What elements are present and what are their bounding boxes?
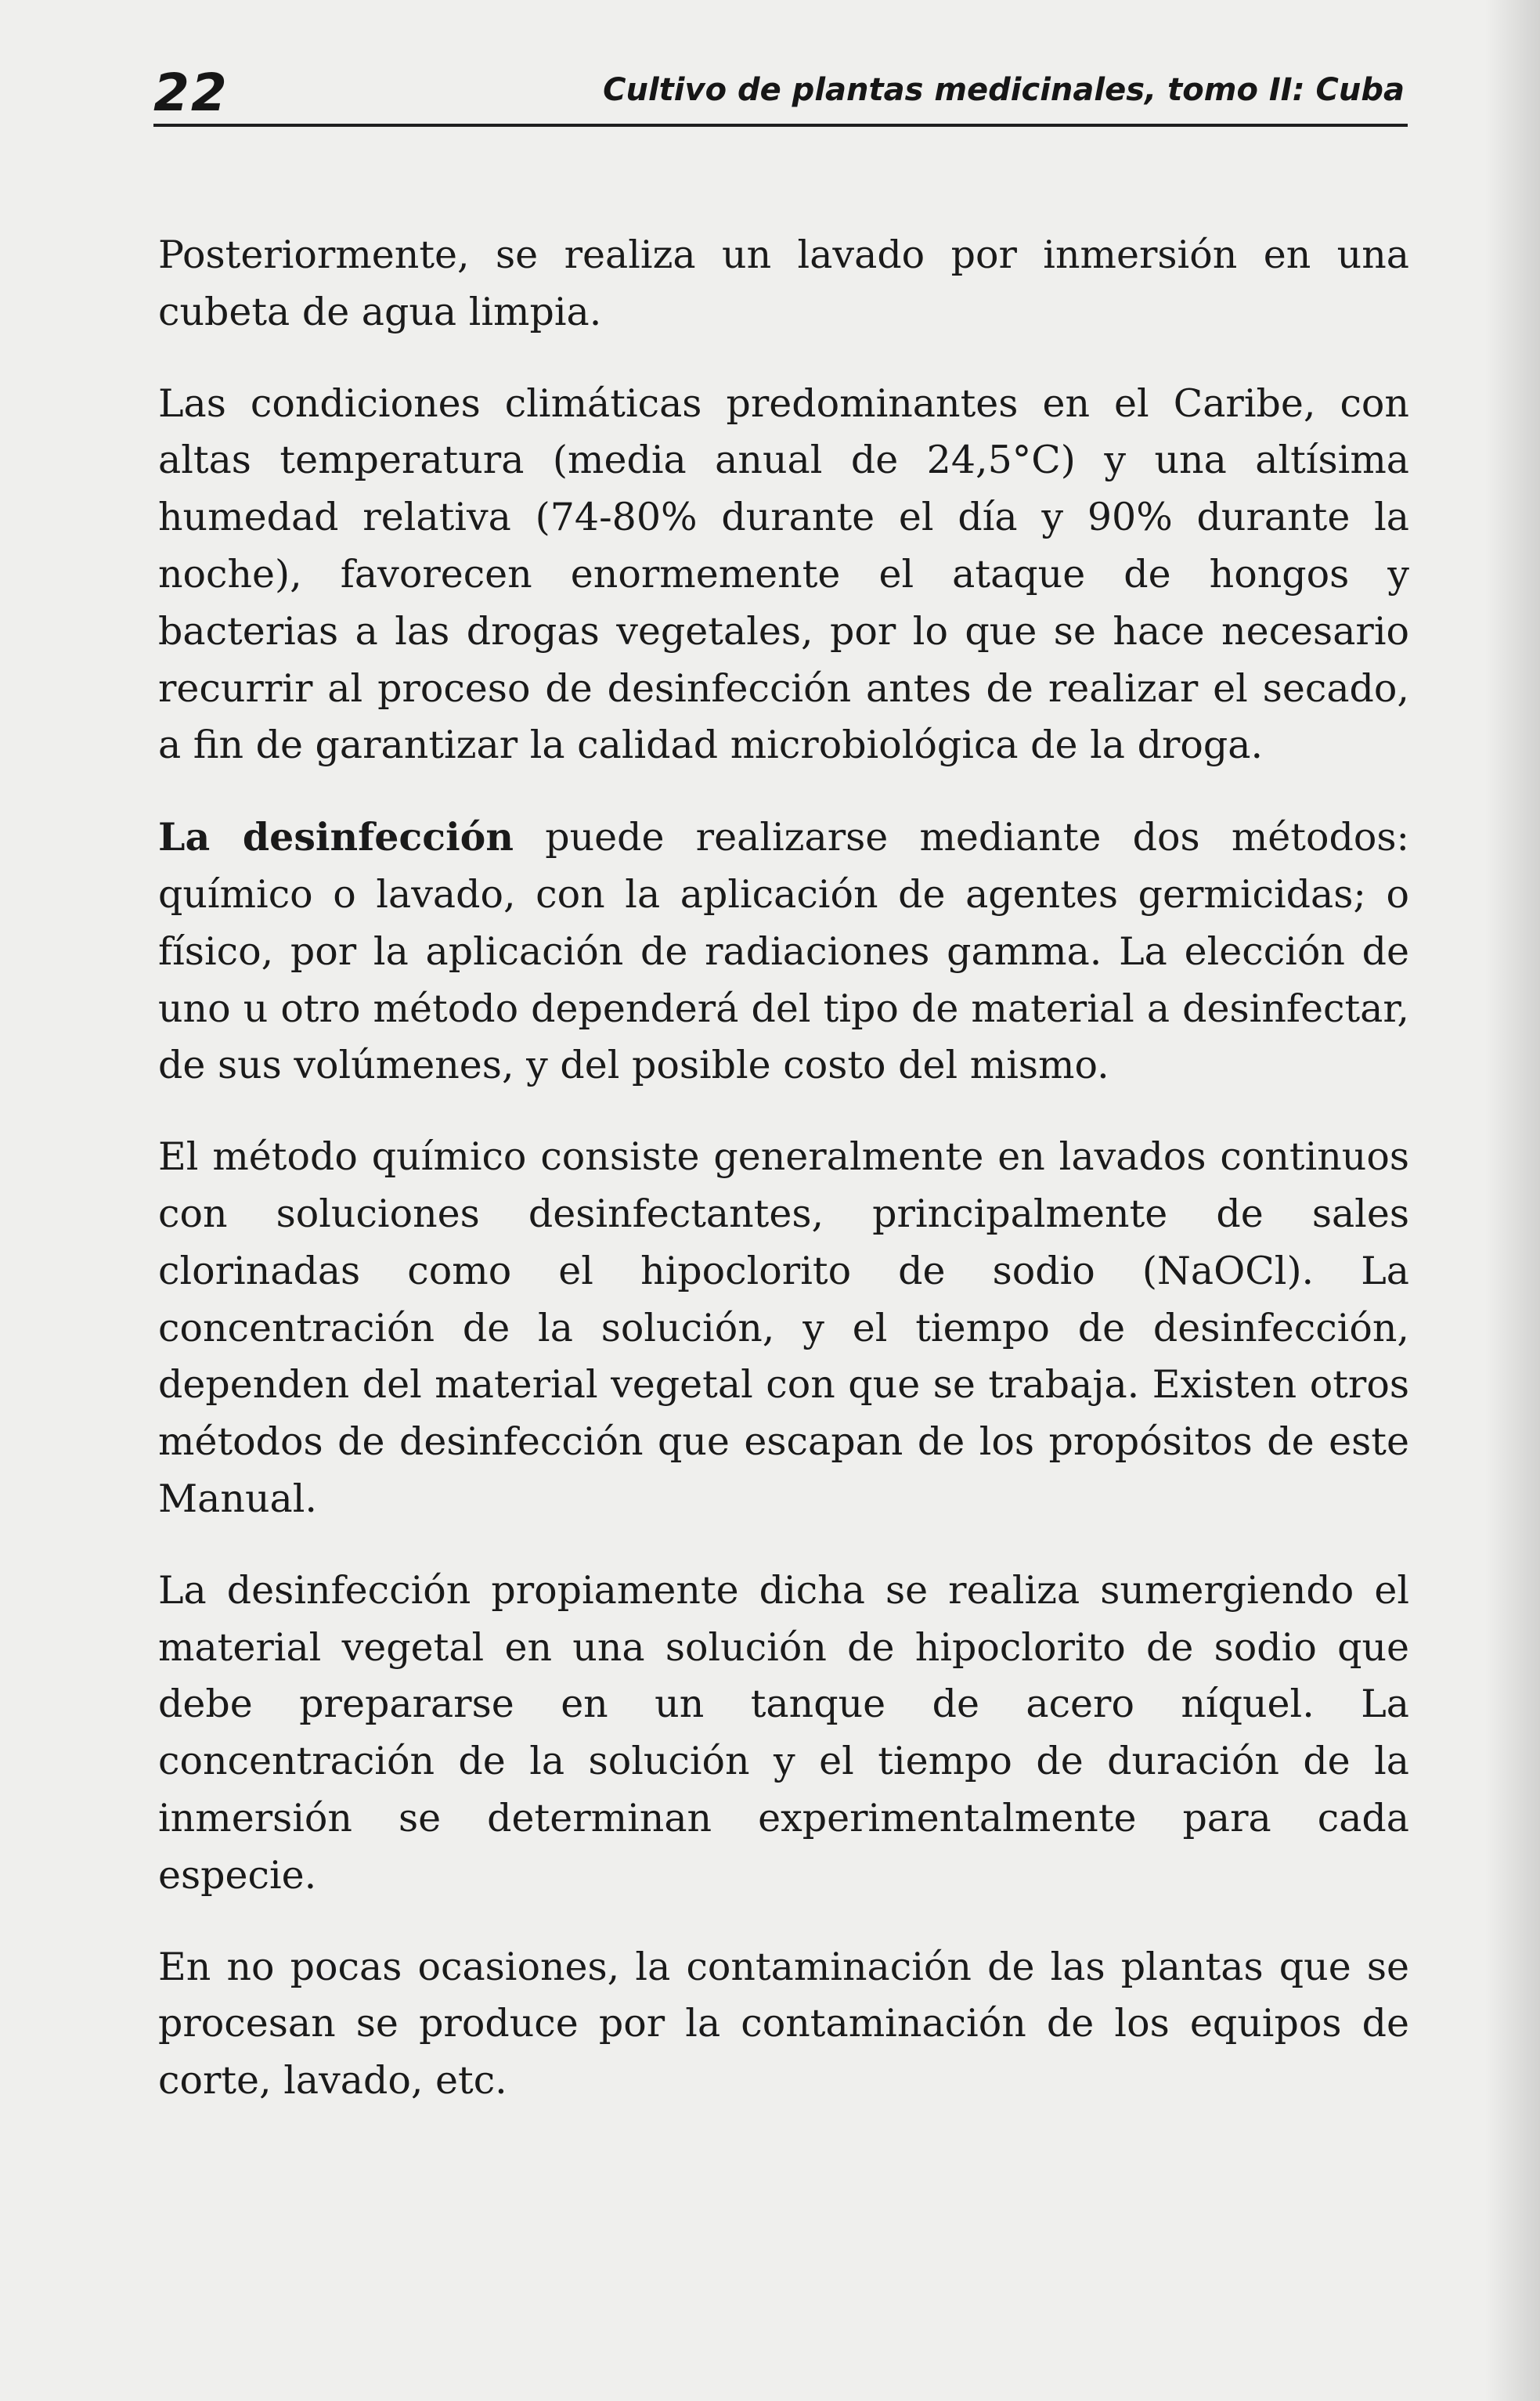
header-rule: [153, 124, 1408, 127]
page-number: 22: [153, 63, 229, 123]
paragraph-5: La desinfección propiamente dicha se realiza sumergiendo el material vegetal en una solución de hipoclorito de sodio que debe prepararse en un tanque de acero níquel. La concentración de la solución y el tiempo de duración de la inmersión se determinan experimentalmente para cada especie.: [158, 1567, 1409, 1898]
paragraph-6: En no pocas ocasiones, la contaminación de las plantas que se procesan se produce por la contaminación de los equipos de corte, lavado, etc.: [158, 1944, 1409, 2104]
body-text: [158, 227, 1409, 2144]
paragraph-1: Posteriormente, se realiza un lavado por inmersión en una cubeta de agua limpia.: [158, 233, 1409, 334]
paragraph-4: El método químico consiste generalmente en lavados continuos con soluciones desinfectantes, principalmente de sales clorinadas como el hipoclorito de sodio (NaOCl). La concentración de la solución, y el tiempo de desinfección, dependen del material vegetal con que se trabaja. Existen otros métodos de desinfección que escapan de los propósitos de este Manual.: [158, 1134, 1409, 1521]
paragraph-2: Las condiciones climáticas predominantes en el Caribe, con altas temperatura (media anual de 24,5°C) y una altísima humedad relativa (74-80% durante el día y 90% durante la noche), favorecen enormemente el ataque de hongos y bacterias a las drogas vegetales, por lo que se hace necesario recurrir al proceso de desinfección antes de realizar el secado, a fin de garantizar la calidad microbiológica de la droga.: [158, 380, 1409, 768]
running-title: Cultivo de plantas medicinales, tomo II: Cuba: [603, 72, 1405, 108]
page-header: [153, 55, 1406, 133]
bold-term-desinfeccion: La desinfección: [158, 814, 514, 860]
page-edge-shadow: [1485, 0, 1540, 2401]
paragraph-3: La desinfección puede realizarse mediante dos métodos: químico o lavado, con la aplicación de agentes germicidas; o físico, por la aplicación de radiaciones gamma. La elección de uno u otro método dependerá del tipo de material a desinfectar, de sus volúmenes, y del posible costo del mismo.: [158, 814, 1410, 1088]
